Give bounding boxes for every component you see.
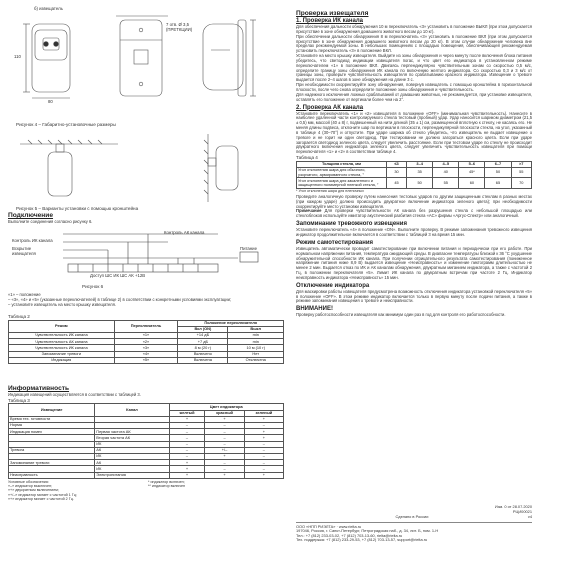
table-cell: АК [95, 460, 169, 466]
table-cell: 10 м (10 г) [228, 345, 284, 351]
table-cell: – [205, 441, 244, 447]
table-cell: 65 [485, 178, 511, 188]
legend-line: ** индикатор включен [148, 484, 186, 489]
table-cell: + [169, 466, 205, 472]
table-cell: Электропитания [95, 472, 169, 478]
note-item: «1» – положение [8, 292, 41, 297]
table-header-cell: желтый [169, 410, 205, 416]
note-text: Для проверки чувствительности АК канала без разрушения стекла с небольшой площадью или стеклоблоков используйте имитатор акустический разбития стекла «АС» фирмы «Аргус-Спектр» или аналогичный. [296, 208, 532, 219]
table-cell: Индикация [9, 357, 115, 363]
table-header-cell: 6–7 [485, 161, 511, 167]
indicator-off-heading: Отключение индикатора [296, 282, 370, 289]
made-in: Сделано в России [395, 514, 429, 519]
table-cell: – [169, 422, 205, 428]
ik-check-heading: 1. Проверка ИК канала [296, 18, 364, 24]
doc-code: РЦИ00021 [512, 508, 532, 514]
table-cell: Включено [178, 351, 228, 357]
table-cell: ИК [95, 466, 169, 472]
table-cell: Время тех. готовности [9, 416, 95, 422]
legend-line: «+» индикатор мигает с частотой 2 Гц. [8, 496, 74, 501]
table-cell: 50 [485, 167, 511, 177]
table-cell: +/– [205, 447, 244, 453]
table-cell: 60 [459, 178, 485, 188]
figure-5 [8, 130, 284, 210]
table-cell: 30 [387, 167, 407, 177]
table-cell: ИК [95, 441, 169, 447]
table-cell: + [244, 435, 283, 441]
table-cell: + [169, 460, 205, 466]
table-header-cell: Выкл [228, 326, 284, 332]
table-header-cell: Положение переключателя [178, 320, 284, 326]
table-cell: – [169, 429, 205, 435]
note-item: – «3», «4» и «5» (указанные переключателей) в таблице 2) в соответствии с конкретными условиями эксплуатации; [8, 296, 232, 302]
table-cell: min [228, 332, 284, 338]
table-cell: – [169, 435, 205, 441]
table-cell: «2» [114, 339, 178, 345]
table-cell: «1» [114, 332, 178, 338]
figure-4-label-b: б) извещатель [34, 6, 63, 11]
table-cell: Первая частота АК [95, 429, 169, 435]
table-header-cell: Переключатель [114, 320, 178, 332]
paragraph: Проведите аналогичную проверку путем нанесения тестовых ударов по другим защищенным стеклам в разных местах (при каждом ударе) должно происходить двукратное включение индикатора зеленого цвета); при необходимости скорректируйте место установки извещателя. [296, 193, 532, 209]
wiring-label-tamper-2: извещателя [12, 251, 36, 256]
legend-line: * индикатор включен; [148, 479, 185, 484]
paragraph: Установите переключатель «4» в положение «ON». Выполните проверку. В режиме запоминания тревожного извещения индикатор продолжительное включается в соответствии с таблицей 3 на время 15 мин. [296, 227, 532, 237]
table-cell: – [169, 447, 205, 453]
table-cell: Индикация помех [9, 429, 95, 435]
table-cell: – [169, 441, 205, 447]
table-header-cell: 4–5 [433, 161, 459, 167]
table-header-cell: красный [205, 410, 244, 416]
table-cell: – [244, 447, 283, 453]
paragraph: При необходимости скорректируйте зону обнаружения, повернув извещатель с помощью кронштейна в горизонтальной плоскости, после чего снова определите положение зоны обнаружения и чувствительность. [296, 82, 532, 92]
table-cell: Включена [178, 357, 228, 363]
table-cell: – [205, 429, 244, 435]
table-cell: + [205, 472, 244, 478]
table-cell: + [244, 416, 283, 422]
table-cell: – [205, 460, 244, 466]
table-cell: +7 дБ [178, 339, 228, 345]
table-cell: Чувствительность АК канала [9, 339, 115, 345]
table-cell: – [244, 422, 283, 428]
table-cell: 45* [459, 167, 485, 177]
table-cell: – [205, 466, 244, 472]
legend-line: «+» двукратным включением; [8, 488, 59, 493]
table-cell: 40 [433, 167, 459, 177]
informativeness-intro: Индикация извещений осуществляется в соответствии с таблицей 3. [8, 392, 141, 397]
table-cell: Угол отклонения шара для закаленного и защищенного полимерной пленкой стекла, ° [297, 178, 387, 188]
address: 197046, Россия, г. Санкт-Петербург, Петроградская наб., д. 34, лит. Б, пом. 1-Н [296, 528, 439, 533]
table-row [9, 357, 284, 363]
table-cell: «4» [114, 351, 178, 357]
edition: Изм. 0 от 28.07.2020 [494, 504, 532, 509]
wiring-terminals: Доступ ШС ИК ШС АК +12В [90, 273, 146, 278]
footer [296, 505, 532, 543]
table-cell: Норма [9, 422, 95, 428]
ak-check-heading: 2. Проверка АК канала [296, 104, 364, 111]
table-header-cell: Толщина стекла, мм [297, 161, 387, 167]
connection-section [8, 212, 284, 225]
informativeness-heading: Информативность [8, 385, 70, 392]
table-cell: – [244, 460, 283, 466]
legend-line: Условные обозначения: [8, 479, 49, 484]
wiring-label-power: Питание [240, 246, 257, 251]
note-item: – установите извещатель на место крышку извещателя. [8, 301, 116, 307]
figure-5-caption: Рисунок 5 – Варианты установки с помощью кронштейна [16, 206, 139, 211]
table-header-cell: зеленый [244, 410, 283, 416]
wiring-label-tamper: Вскрытие [12, 246, 32, 251]
company: ООО «НПП РИЭЛТА» · www.rielta.ru [296, 523, 362, 529]
table-cell: +14 дБ [178, 332, 228, 338]
table-header-cell: 3–4 [407, 161, 433, 167]
table-cell: – [244, 453, 283, 459]
informativeness-section [8, 385, 284, 501]
legend-line: «–» индикатор выключен; [8, 484, 53, 489]
table-cell: + [205, 453, 244, 459]
table-2 [8, 314, 284, 364]
table-3-grid [8, 403, 284, 478]
table-cell: + [205, 416, 244, 422]
version: v4 [527, 514, 532, 519]
table-4-grid [296, 161, 532, 189]
paragraph: Для обеспечения дальности обнаружения 10 м переключатель «3» установить в положение ВЫКЛ (при этом допускается присутствие в зоне обнаружения домашнего животного весом до 10 кг). [296, 24, 532, 34]
phone: Тел.: +7 (812) 233-03-02, +7 (812) 703-13-60, rielta@rielta.ru [296, 532, 403, 538]
table-cell: 8 м (20 г) [178, 345, 228, 351]
memory-heading: Запоминание тревожного извещения [296, 221, 407, 228]
table-cell: – [205, 435, 244, 441]
table-cell: + [244, 472, 283, 478]
table-cell: – [244, 441, 283, 447]
check-heading: Проверка извещателя [296, 10, 369, 17]
selftest-heading: Режим самотестирования [296, 239, 374, 246]
table-cell: + [169, 416, 205, 422]
table-row [9, 472, 284, 478]
table-cell: + [169, 472, 205, 478]
connection-heading: Подключение [8, 212, 54, 219]
wiring-diagram [8, 228, 284, 278]
table-2-caption: Таблица 2 [8, 314, 30, 319]
wiring-label-ik: Контроль ИК канала [12, 238, 53, 243]
table-cell: + [244, 429, 283, 435]
figure-4-hole-note-2: (ПРЕТКЦИИ) [166, 27, 193, 32]
figure-4-drawing [8, 10, 284, 110]
table-2-grid [8, 320, 284, 364]
notes [8, 293, 284, 308]
table-cell: Чувствительность ИК канала [9, 345, 115, 351]
table-cell: – [244, 466, 283, 472]
table-cell: – [169, 453, 205, 459]
paragraph: Проверку работоспособности извещателя как минимум один раз в год для контроля его работоспособности. [296, 312, 506, 318]
paragraph: Установите на место крышку извещателя. Выйдите из зоны обнаружения и через минуту после включения блока питания убедитесь, что светодиод индикации извещателя погас, и что цвет его индикатора в установленном режиме переключателем «1» в положение ВКЛ. Двигаясь перпендикулярно чувствительным зонам со скоростью 0,5 м/с, определите границу зоны обнаружения ИК канала по включению желтого индикатора. Со скоростью 0,3 и 3 м/с от границы зоны, проверьте чувствительность извещателя по срабатыванию красного индикатора. Извещение о тревоге выдается после 2–4 шагов в зоне обнаружения на длине 3 с. [296, 53, 532, 83]
table-cell: Отключена [228, 357, 284, 363]
figure-6 [8, 228, 284, 284]
paragraph: Для маскировки работы извещателя предусмотрена возможность отключения индикатора установкой переключателя «5» в положение «OFF». В этом режиме индикатор включается только в первую минуту после подачи питания, а также в режиме запоминания извещения о тревоге и неисправности. [296, 288, 532, 304]
table-header-cell: Извещение [9, 404, 95, 416]
table-cell: Запоминание тревоги [9, 460, 95, 466]
table-cell: Нет [228, 351, 284, 357]
figure-6-caption: Рисунок 6 [82, 284, 104, 289]
table-header-cell: 5–6 [459, 161, 485, 167]
figure-4-hole-note: 7 отв. Ø 3,5 [166, 22, 190, 27]
table-row [297, 167, 532, 177]
table-header-cell: Вкл (ON) [178, 326, 228, 332]
table-header-cell: ≤3 [387, 161, 407, 167]
table-cell: «5» [114, 357, 178, 363]
table-3-caption: Таблица 3 [8, 397, 30, 403]
figure-4-dim-height: 110 [14, 54, 21, 59]
table-cell: min [228, 339, 284, 345]
legend-line: «+/–» индикатор мигает с частотой 1 Гц; [8, 492, 77, 497]
table-cell: Вторая частота АК [95, 435, 169, 441]
connection-intro: Выполните соединения согласно рисунку 6. [8, 219, 93, 224]
table-cell: Тревога [9, 447, 95, 453]
table-cell: Угол отклонения шара для обычного, узорчатого, армированного стекла, ° [297, 167, 387, 177]
table-cell: – [205, 422, 244, 428]
support: Тех. поддержка: +7 (812) 233-29-53, +7 (812) 703-13-57, support@rielta.ru [296, 537, 428, 542]
note-label: Примечание [296, 208, 322, 214]
table-cell: 45 [387, 178, 407, 188]
table-cell: ИК [95, 453, 169, 459]
paragraph: При обеспечении дальности обнаружения 8 м переключатель «3» установить в положение ВКЛ (при этом допускается присутствие в зоне обнаружения домашнего животного весом до 20 кг). В этом случае обнаружение человека вне пределах рекомендуемой зоны. В небольших помещениях с площадью помещения, обеспечивающей рекомендуемая установить переключатель «3» в положение ВКЛ. [296, 33, 532, 54]
wiring-label-ak: Контроль АК канала [164, 230, 205, 235]
table-row [297, 178, 532, 188]
table-4-footnote: * Угол отклонения шара для пленочных [296, 188, 364, 193]
table-header-cell: >7 [511, 161, 532, 167]
table-cell: 70 [511, 178, 532, 188]
table-cell: 55 [511, 167, 532, 177]
note-paragraph [296, 209, 532, 219]
figure-4-caption: Рисунок 4 – Габаритно-установочные размеры [16, 122, 116, 127]
table-cell: 55 [433, 178, 459, 188]
paragraph: Извещатель автоматически проводит самотестирование при включении питания и периодически при его работе. При нормальном напряжении питания, температура ожидающей среды. В диапазоне температуры близкой к 36 °С ухудшение обнаружительной способности ИК канала. При получении отрицательного результата самотестирования (пониженное напряжение питания ниже 8,9 В) выдается извещение «Неисправность» и изменение пиктограмм длительностью не менее 2 мин. Выдается отказ по ИК и АК каналам обнаружения, двукратным миганием индикатора, а также с частотой 2 Гц, в положении переключателя «5». Лимит ИК канала по двукратным встречам при частоте 2 Гц. Индикатор неисправность индикатора «Неисправность» 15 мин. [296, 245, 532, 280]
paragraph: Для надежного исключения ложных срабатываний от домашних животных, не рекомендуется, при установке извещателя, оставлять его положение от вертикали более чем на 2°. [296, 91, 532, 102]
warning-heading: ВНИМАНИЕ! [296, 306, 333, 313]
table-cell: Неисправность [9, 472, 95, 478]
table-cell: Чувствительность ИК канала [9, 332, 115, 338]
table-header-cell: Цвет индикатора [169, 404, 283, 410]
table-cell: Запоминание тревоги [9, 351, 115, 357]
table-cell: 35 [407, 167, 433, 177]
paragraph: Установите переключатель «1» и «2» извещателя в положение «OFF» (минимальная чувствительность). Нанесите в наиболее удаленной части контролируемого стекла тестовый (пробный) удар. Удар наносится шариком диаметром (21,5 ± 0,5) мм, массой (40 ± 8) г, подвешенный на нити длиной (35 ± 1) см, размещенной вплотную к стеклу, не касаясь его. Не меняя длины подвеса, отклоните шар по вертикали в плоскости, перпендикулярной плоскости стекла, на угол, указанный в таблице 4 (30–70°) и отпустите. При ударе шарика об стекло убедитесь, что извещатель не выдает извещение о тревоге и не горит ни один светодиод. При тестировании не должно загораться красного цвета. Если при ударе загорается светодиод зеленого цвета, следует увеличить расстояние. Если при тестовом ударе по стеклу не происходит двукратного включения индикатора зеленого цвета, следует увеличить чувствительность извещателя при помощи переключателя «1» и «2» в соответствии таблице 4. [296, 110, 532, 155]
right-column [292, 0, 570, 570]
figure-4-dim-width: 80 [48, 99, 53, 104]
table-cell: «3» [114, 345, 178, 351]
table-cell: 50 [407, 178, 433, 188]
made-line [296, 515, 532, 520]
table-cell: АК [95, 447, 169, 453]
table-header-cell: Режим [9, 320, 115, 332]
figure-4 [8, 6, 284, 127]
table-3-legend [8, 480, 284, 501]
table-4-caption: Таблица 4 [296, 155, 318, 161]
figure-5-drawing [8, 130, 284, 206]
table-header-cell: Канал [95, 404, 169, 416]
